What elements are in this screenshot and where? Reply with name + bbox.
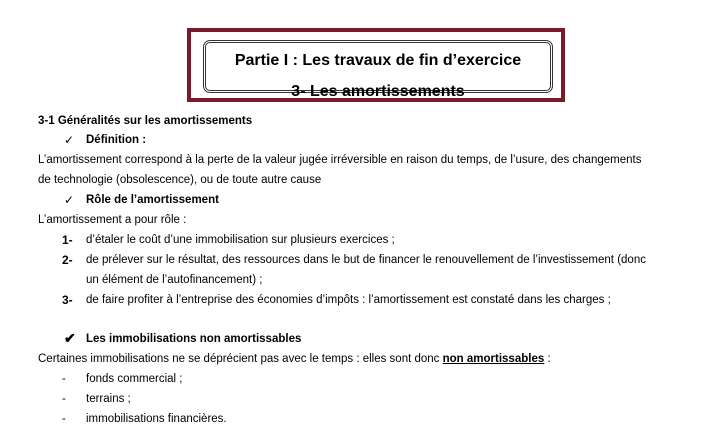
list-number: 3- [62, 293, 73, 307]
non-amort-intro-after: : [544, 353, 551, 365]
non-amort-intro [38, 352, 551, 366]
role-intro: L’amortissement a pour rôle : [38, 214, 187, 226]
non-amort-item: fonds commercial ; [86, 373, 183, 385]
dash-bullet: - [62, 373, 66, 385]
list-number: 2- [62, 253, 73, 267]
title-box [187, 28, 565, 102]
role-item-1: d’étaler le coût d’une immobilisation sur plusieurs exercices ; [86, 234, 395, 246]
check-icon: ✓ [64, 133, 75, 147]
document-subtitle: 3- Les amortissements [291, 83, 465, 100]
list-number: 1- [62, 233, 73, 247]
non-amort-emphasis: non amortissables [442, 353, 545, 365]
non-amort-heading: Les immobilisations non amortissables [86, 333, 302, 345]
definition-text-line1: L’amortissement correspond à la perte de la valeur jugée irréversible en raison du temps, de l’usure, des changements [38, 154, 642, 166]
role-item-2-line1: de prélever sur le résultat, des ressources dans le but de financer le renouvellement de l’investissement (donc [86, 254, 646, 266]
non-amort-item: terrains ; [86, 393, 131, 405]
document-title: Partie I : Les travaux de fin d’exercice [234, 52, 522, 69]
section-heading: 3-1 Généralités sur les amortissements [38, 115, 253, 127]
definition-text-line2: de technologie (obsolescence), ou de toute autre cause [38, 174, 322, 186]
non-amort-intro-before: Certaines immobilisations ne se déprécient pas avec le temps : elles sont donc [38, 353, 443, 365]
check-bold-icon: ✔ [64, 330, 76, 346]
non-amort-item: immobilisations financières. [86, 413, 227, 425]
role-item-2-line2: un élément de l’autofinancement) ; [86, 274, 263, 286]
dash-bullet: - [62, 393, 66, 405]
definition-heading: Définition : [86, 134, 147, 146]
role-item-3: de faire profiter à l’entreprise des économies d’impôts : l’amortissement est constaté dans les charges ; [86, 294, 611, 306]
title-inner-frame [203, 40, 553, 100]
check-icon: ✓ [64, 193, 75, 207]
role-heading: Rôle de l’amortissement [86, 194, 219, 206]
dash-bullet: - [62, 413, 66, 425]
